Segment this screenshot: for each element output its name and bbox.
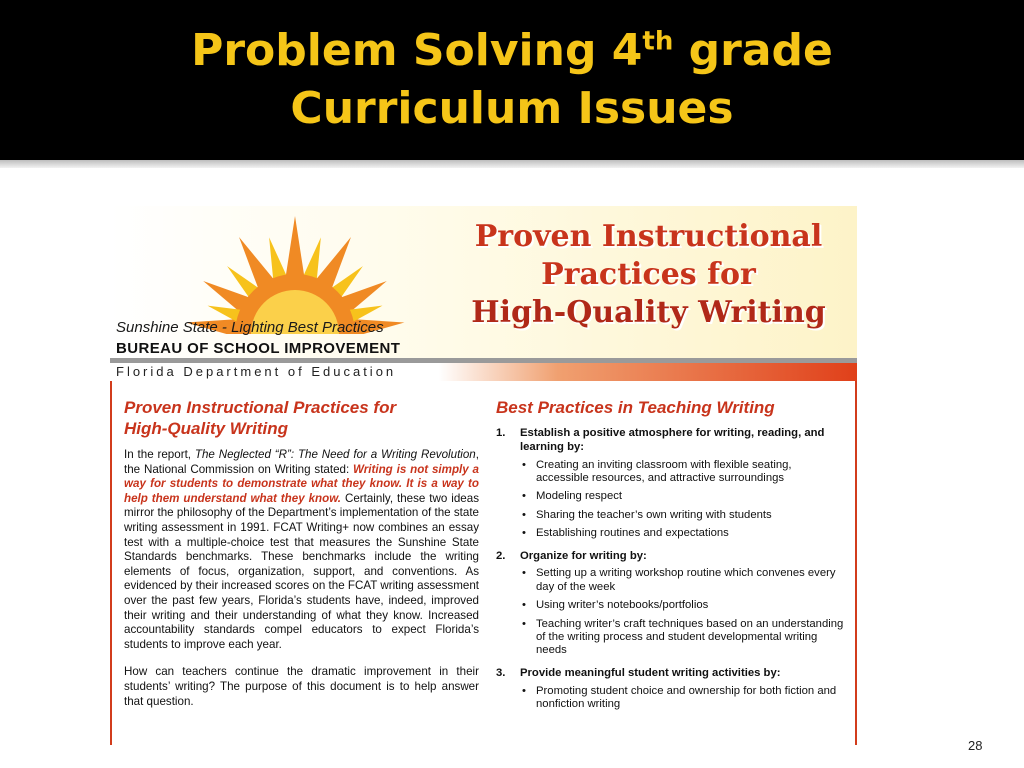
left-title-line-1: Proven Instructional Practices for [124,398,397,417]
list-item: • Establishing routines and expectations [520,527,846,540]
item-heading: Organize for writing by: [520,549,647,562]
list-item: • Using writer’s notebooks/portfolios [520,599,846,612]
bureau-name: BUREAU OF SCHOOL IMPROVEMENT [116,340,401,357]
page-number: 28 [968,738,983,753]
document-body [110,381,857,745]
right-column [496,397,846,716]
tagline: Sunshine State - Lighting Best Practices [116,319,384,336]
practice-2-bullets [520,567,846,657]
header-title-line-3: High-Quality Writing [471,295,826,330]
list-item: • Sharing the teacher’s own writing with students [520,509,846,522]
item-number: 3. [496,666,506,679]
document-image [110,206,857,745]
practice-1-bullets [520,459,846,541]
sun-logo-icon [150,206,440,334]
header-title-line-1: Proven Instructional [474,219,823,254]
list-item: • Creating an inviting classroom with flexible seating, accessible resources, and attractive surroundings [520,459,846,486]
document-header [110,206,857,358]
slide-title [0,22,1024,138]
highlight-quote: Writing is not simply a way for students to demonstrate what they know. It is a way to help them understand what they know. [124,462,479,505]
left-title-line-2: High-Quality Writing [124,419,289,438]
intro-text-c: Certainly, these two ideas mirror the philosophy of the Department’s implementation of the state writing assessment in 1991. FCAT Writing+ now combines an essay test with a multiple-choice test that measures the Sunshine State Standards benchmarks. These benchmarks include the writing elements of focus, organization, support, and conventions. As evidenced by their increased scores on the FCAT writing assessment over the past few years, Florida’s students have, indeed, improved their writing and their understanding of what they know. Increased accountability standards compel educators to expect Florida’s students to improve each year. [124,491,479,651]
intro-text-a: In the report, [124,448,195,461]
practice-item-1 [496,427,846,455]
practice-item-2 [496,550,846,564]
item-number: 1. [496,427,506,439]
left-column [124,397,479,709]
intro-text-b: , the National Commission on Writing stated: [124,448,479,476]
practice-item-3 [496,667,846,681]
title-text-a: Problem Solving 4 [191,25,643,76]
practice-3-bullets [520,685,846,712]
list-item: • Setting up a writing workshop routine which convenes every day of the week [520,567,846,594]
list-item: • Promoting student choice and ownership for both fiction and nonfiction writing [520,685,846,712]
title-line-2: Curriculum Issues [290,83,734,134]
report-title: The Neglected “R”: The Need for a Writing Revolution [194,448,476,461]
item-number: 2. [496,549,506,562]
right-section-title: Best Practices in Teaching Writing [496,398,775,417]
question-paragraph: How can teachers continue the dramatic improvement in their students’ writing? The purpose of this document is to help answer that question. [124,665,479,708]
title-text-b: grade [673,25,833,76]
list-item: • Modeling respect [520,490,846,503]
header-title-line-2: Practices for [541,257,756,292]
document-header-title [440,218,857,332]
item-heading: Establish a positive atmosphere for writing, reading, and learning by: [520,427,825,453]
department-name: Florida Department of Education [116,364,397,379]
item-heading: Provide meaningful student writing activities by: [520,666,781,679]
left-section-title [124,397,479,439]
title-divider [0,160,1024,168]
title-superscript: th [642,26,674,57]
intro-paragraph [124,448,479,652]
list-item: • Teaching writer’s craft techniques based on an understanding of the writing process and student developmental writing needs [520,618,846,658]
